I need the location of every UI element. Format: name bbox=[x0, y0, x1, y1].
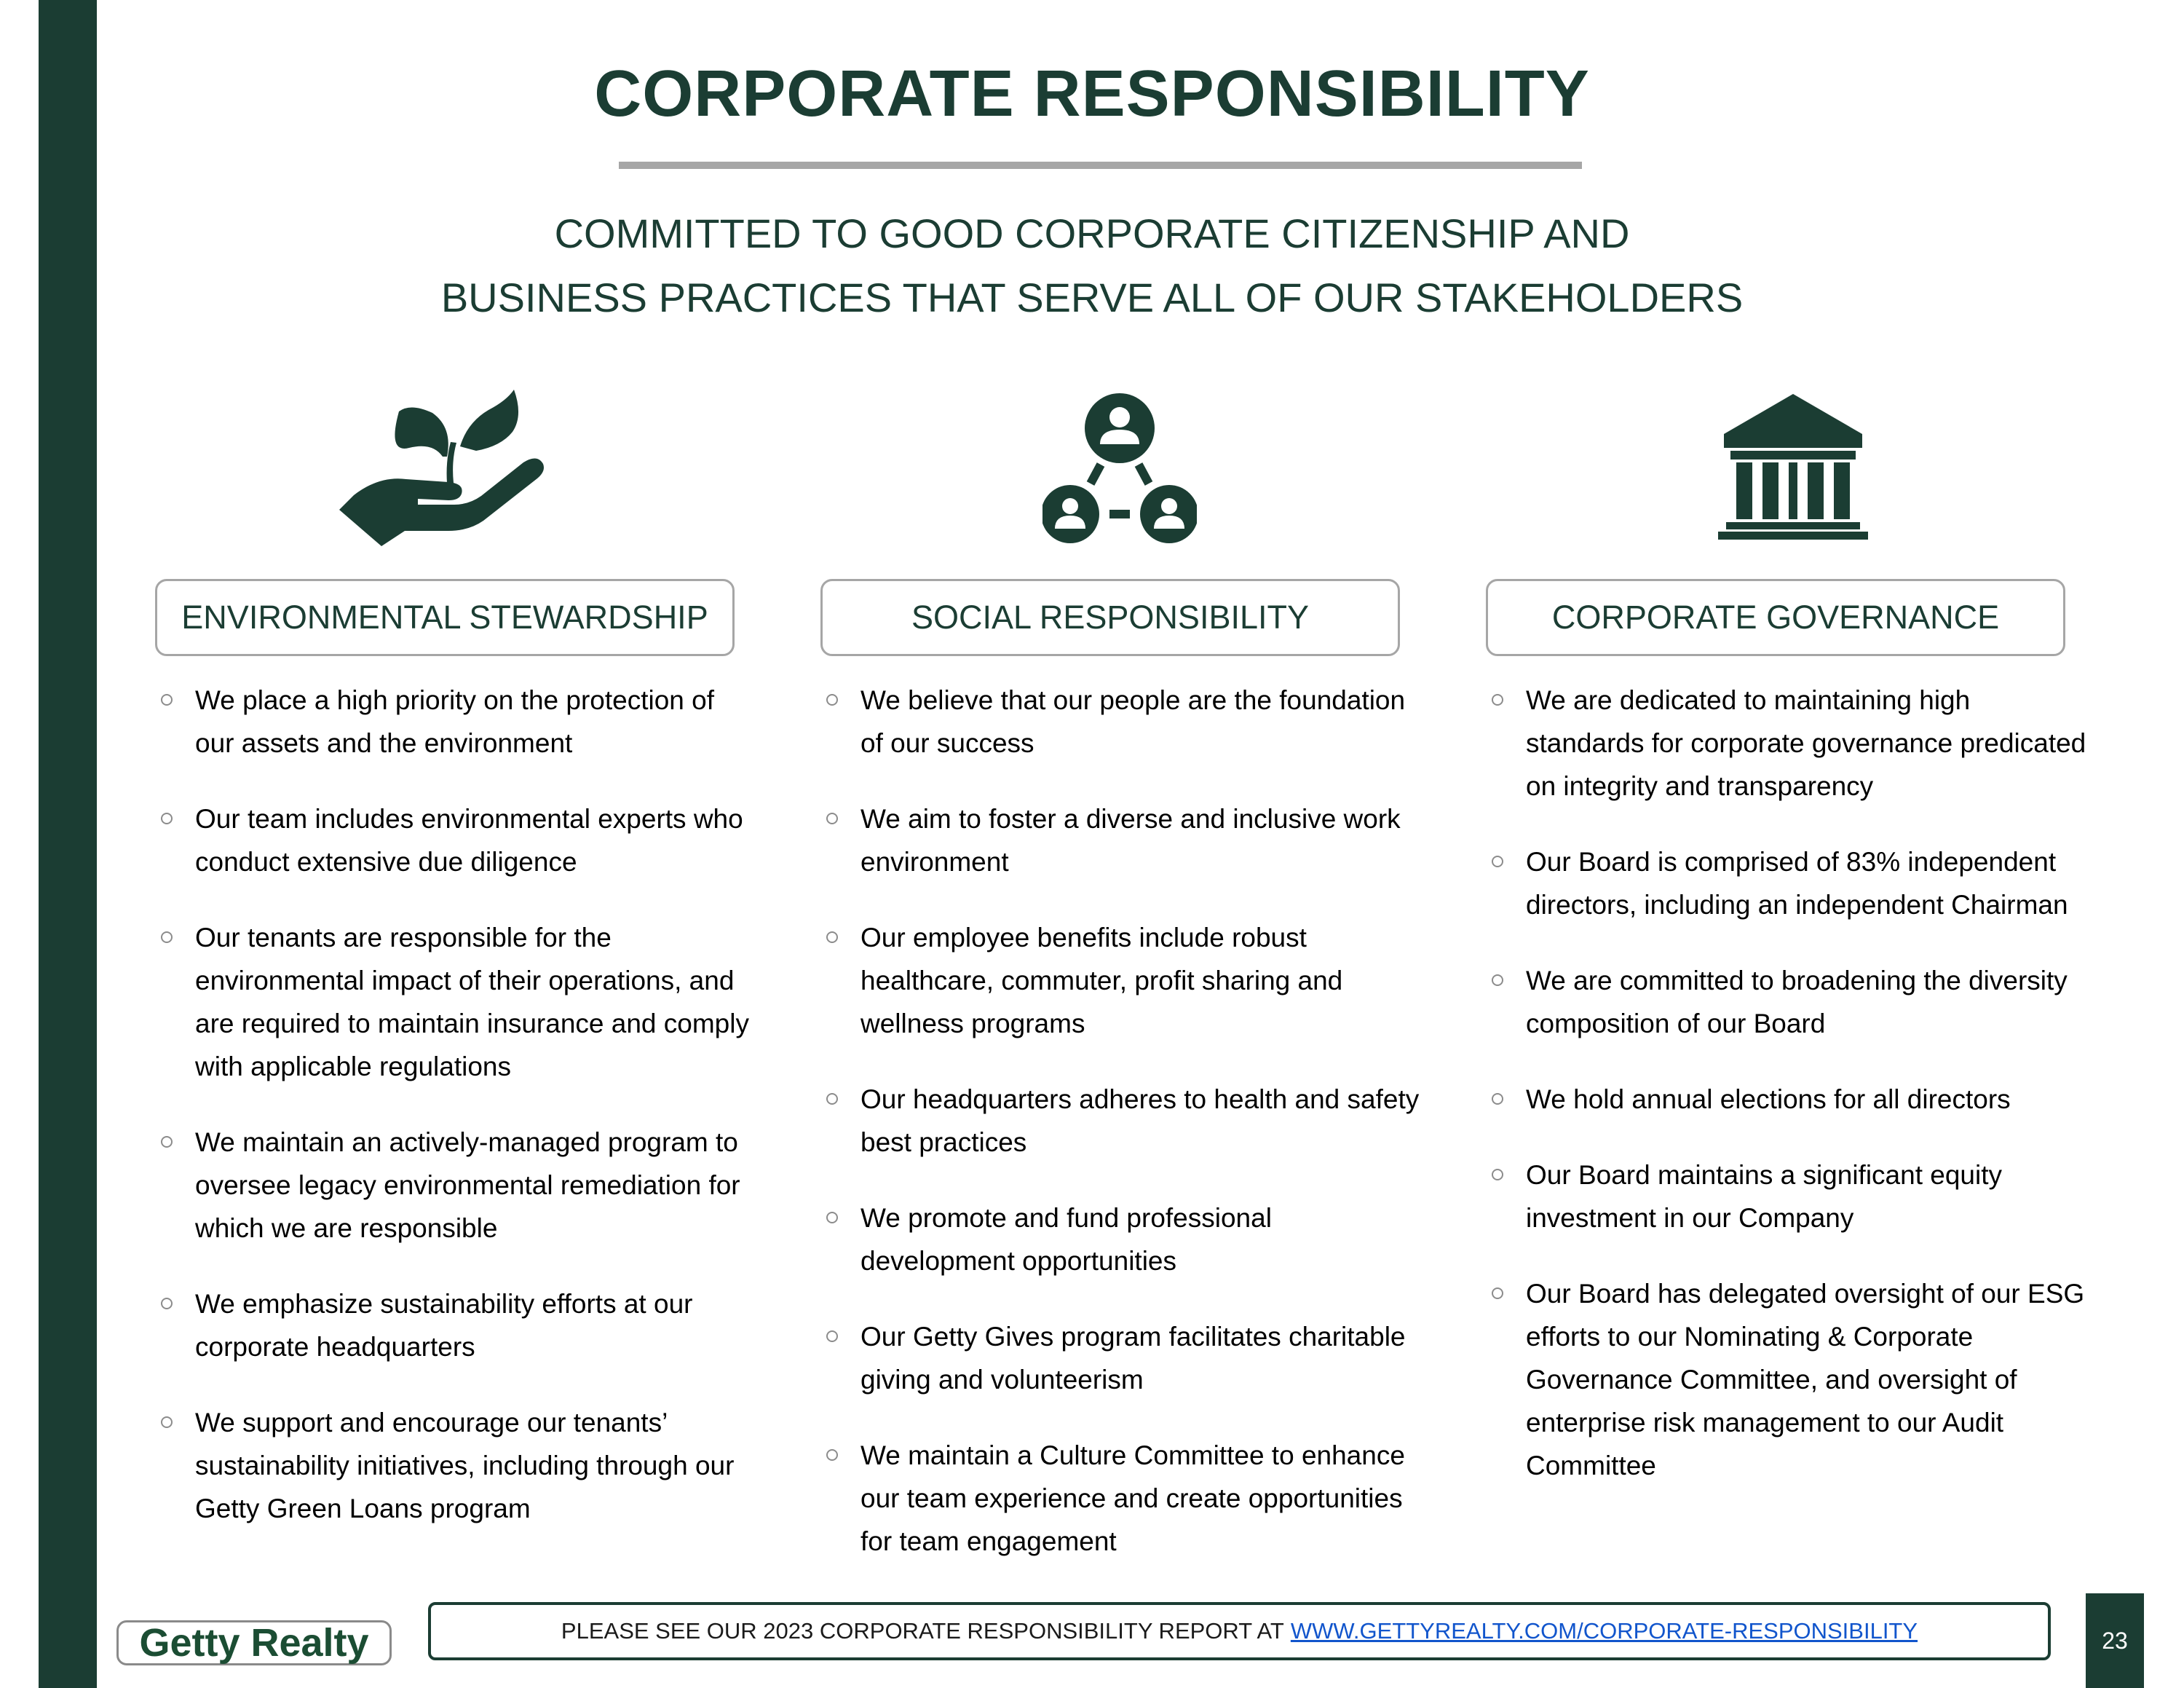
bullet-circle-icon bbox=[161, 1298, 173, 1309]
list-item: Our Board maintains a significant equity investment in our Company bbox=[1489, 1153, 2086, 1239]
list-item: We place a high priority on the protection of our assets and the environment bbox=[159, 679, 756, 765]
list-item: We emphasize sustainability efforts at our corporate headquarters bbox=[159, 1282, 756, 1368]
getty-realty-logo: Getty Realty bbox=[116, 1620, 392, 1665]
subtitle-line-1: COMMITTED TO GOOD CORPORATE CITIZENSHIP AND bbox=[554, 210, 1630, 256]
bullet-circle-icon bbox=[1492, 1287, 1503, 1299]
list-item: Our tenants are responsible for the environmental impact of their operations, and are required to maintain insurance and comply with applicable regulations bbox=[159, 916, 756, 1088]
list-item: We promote and fund professional development opportunities bbox=[824, 1196, 1421, 1282]
report-notice-box bbox=[428, 1602, 2051, 1660]
social-responsibility-header: SOCIAL RESPONSIBILITY bbox=[820, 579, 1400, 656]
list-item: We are committed to broadening the diversity composition of our Board bbox=[1489, 959, 2086, 1045]
bullet-circle-icon bbox=[1492, 1093, 1503, 1105]
bullet-circle-icon bbox=[161, 1416, 173, 1428]
list-item: Our Getty Gives program facilitates charitable giving and volunteerism bbox=[824, 1315, 1421, 1401]
bullet-circle-icon bbox=[1492, 974, 1503, 986]
bullet-circle-icon bbox=[826, 1449, 838, 1461]
page-number: 23 bbox=[2086, 1593, 2144, 1688]
bullet-circle-icon bbox=[1492, 694, 1503, 706]
list-item: Our employee benefits include robust healthcare, commuter, profit sharing and wellness programs bbox=[824, 916, 1421, 1045]
subtitle-line-2: BUSINESS PRACTICES THAT SERVE ALL OF OUR STAKEHOLDERS bbox=[440, 275, 1744, 320]
environmental-stewardship-header: ENVIRONMENTAL STEWARDSHIP bbox=[155, 579, 735, 656]
report-link[interactable]: WWW.GETTYREALTY.COM/CORPORATE-RESPONSIBILITY bbox=[1290, 1618, 1918, 1644]
bullet-circle-icon bbox=[1492, 1169, 1503, 1180]
list-item: We hold annual elections for all directors bbox=[1489, 1078, 2086, 1121]
bullet-circle-icon bbox=[826, 931, 838, 943]
bullet-circle-icon bbox=[826, 813, 838, 824]
bullet-circle-icon bbox=[161, 1136, 173, 1148]
environmental-bullet-list bbox=[159, 679, 756, 1563]
corporate-governance-header: CORPORATE GOVERNANCE bbox=[1486, 579, 2065, 656]
list-item: Our Board is comprised of 83% independent directors, including an independent Chairman bbox=[1489, 840, 2086, 926]
list-item: We maintain a Culture Committee to enhance our team experience and create opportunities for team engagement bbox=[824, 1434, 1421, 1563]
list-item: Our team includes environmental experts who conduct extensive due diligence bbox=[159, 797, 756, 883]
list-item: Our headquarters adheres to health and safety best practices bbox=[824, 1078, 1421, 1164]
list-item: We aim to foster a diverse and inclusive work environment bbox=[824, 797, 1421, 883]
social-bullet-list bbox=[824, 679, 1421, 1596]
bullet-circle-icon bbox=[1492, 856, 1503, 867]
bullet-circle-icon bbox=[161, 931, 173, 943]
bullet-circle-icon bbox=[161, 813, 173, 824]
bullet-circle-icon bbox=[826, 1330, 838, 1342]
government-building-icon bbox=[1716, 394, 1870, 540]
bullet-circle-icon bbox=[826, 1093, 838, 1105]
list-item: Our Board has delegated oversight of our ESG efforts to our Nominating & Corporate Governance Committee, and oversight of enterprise risk management to our Audit Committee bbox=[1489, 1272, 2086, 1487]
report-notice-text: PLEASE SEE OUR 2023 CORPORATE RESPONSIBILITY REPORT AT bbox=[561, 1618, 1284, 1644]
list-item: We support and encourage our tenants’ sustainability initiatives, including through our Getty Green Loans program bbox=[159, 1401, 756, 1530]
list-item: We are dedicated to maintaining high standards for corporate governance predicated on integrity and transparency bbox=[1489, 679, 2086, 808]
governance-bullet-list bbox=[1489, 679, 2086, 1520]
bullet-circle-icon bbox=[826, 694, 838, 706]
list-item: We maintain an actively-managed program to oversee legacy environmental remediation for which we are responsible bbox=[159, 1121, 756, 1250]
plant-in-hand-icon bbox=[339, 390, 550, 546]
bullet-circle-icon bbox=[161, 694, 173, 706]
list-item: We believe that our people are the foundation of our success bbox=[824, 679, 1421, 765]
title-divider bbox=[619, 162, 1582, 169]
page-title: CORPORATE RESPONSIBILITY bbox=[594, 58, 1590, 130]
people-network-icon bbox=[1042, 392, 1197, 545]
bullet-circle-icon bbox=[826, 1212, 838, 1223]
